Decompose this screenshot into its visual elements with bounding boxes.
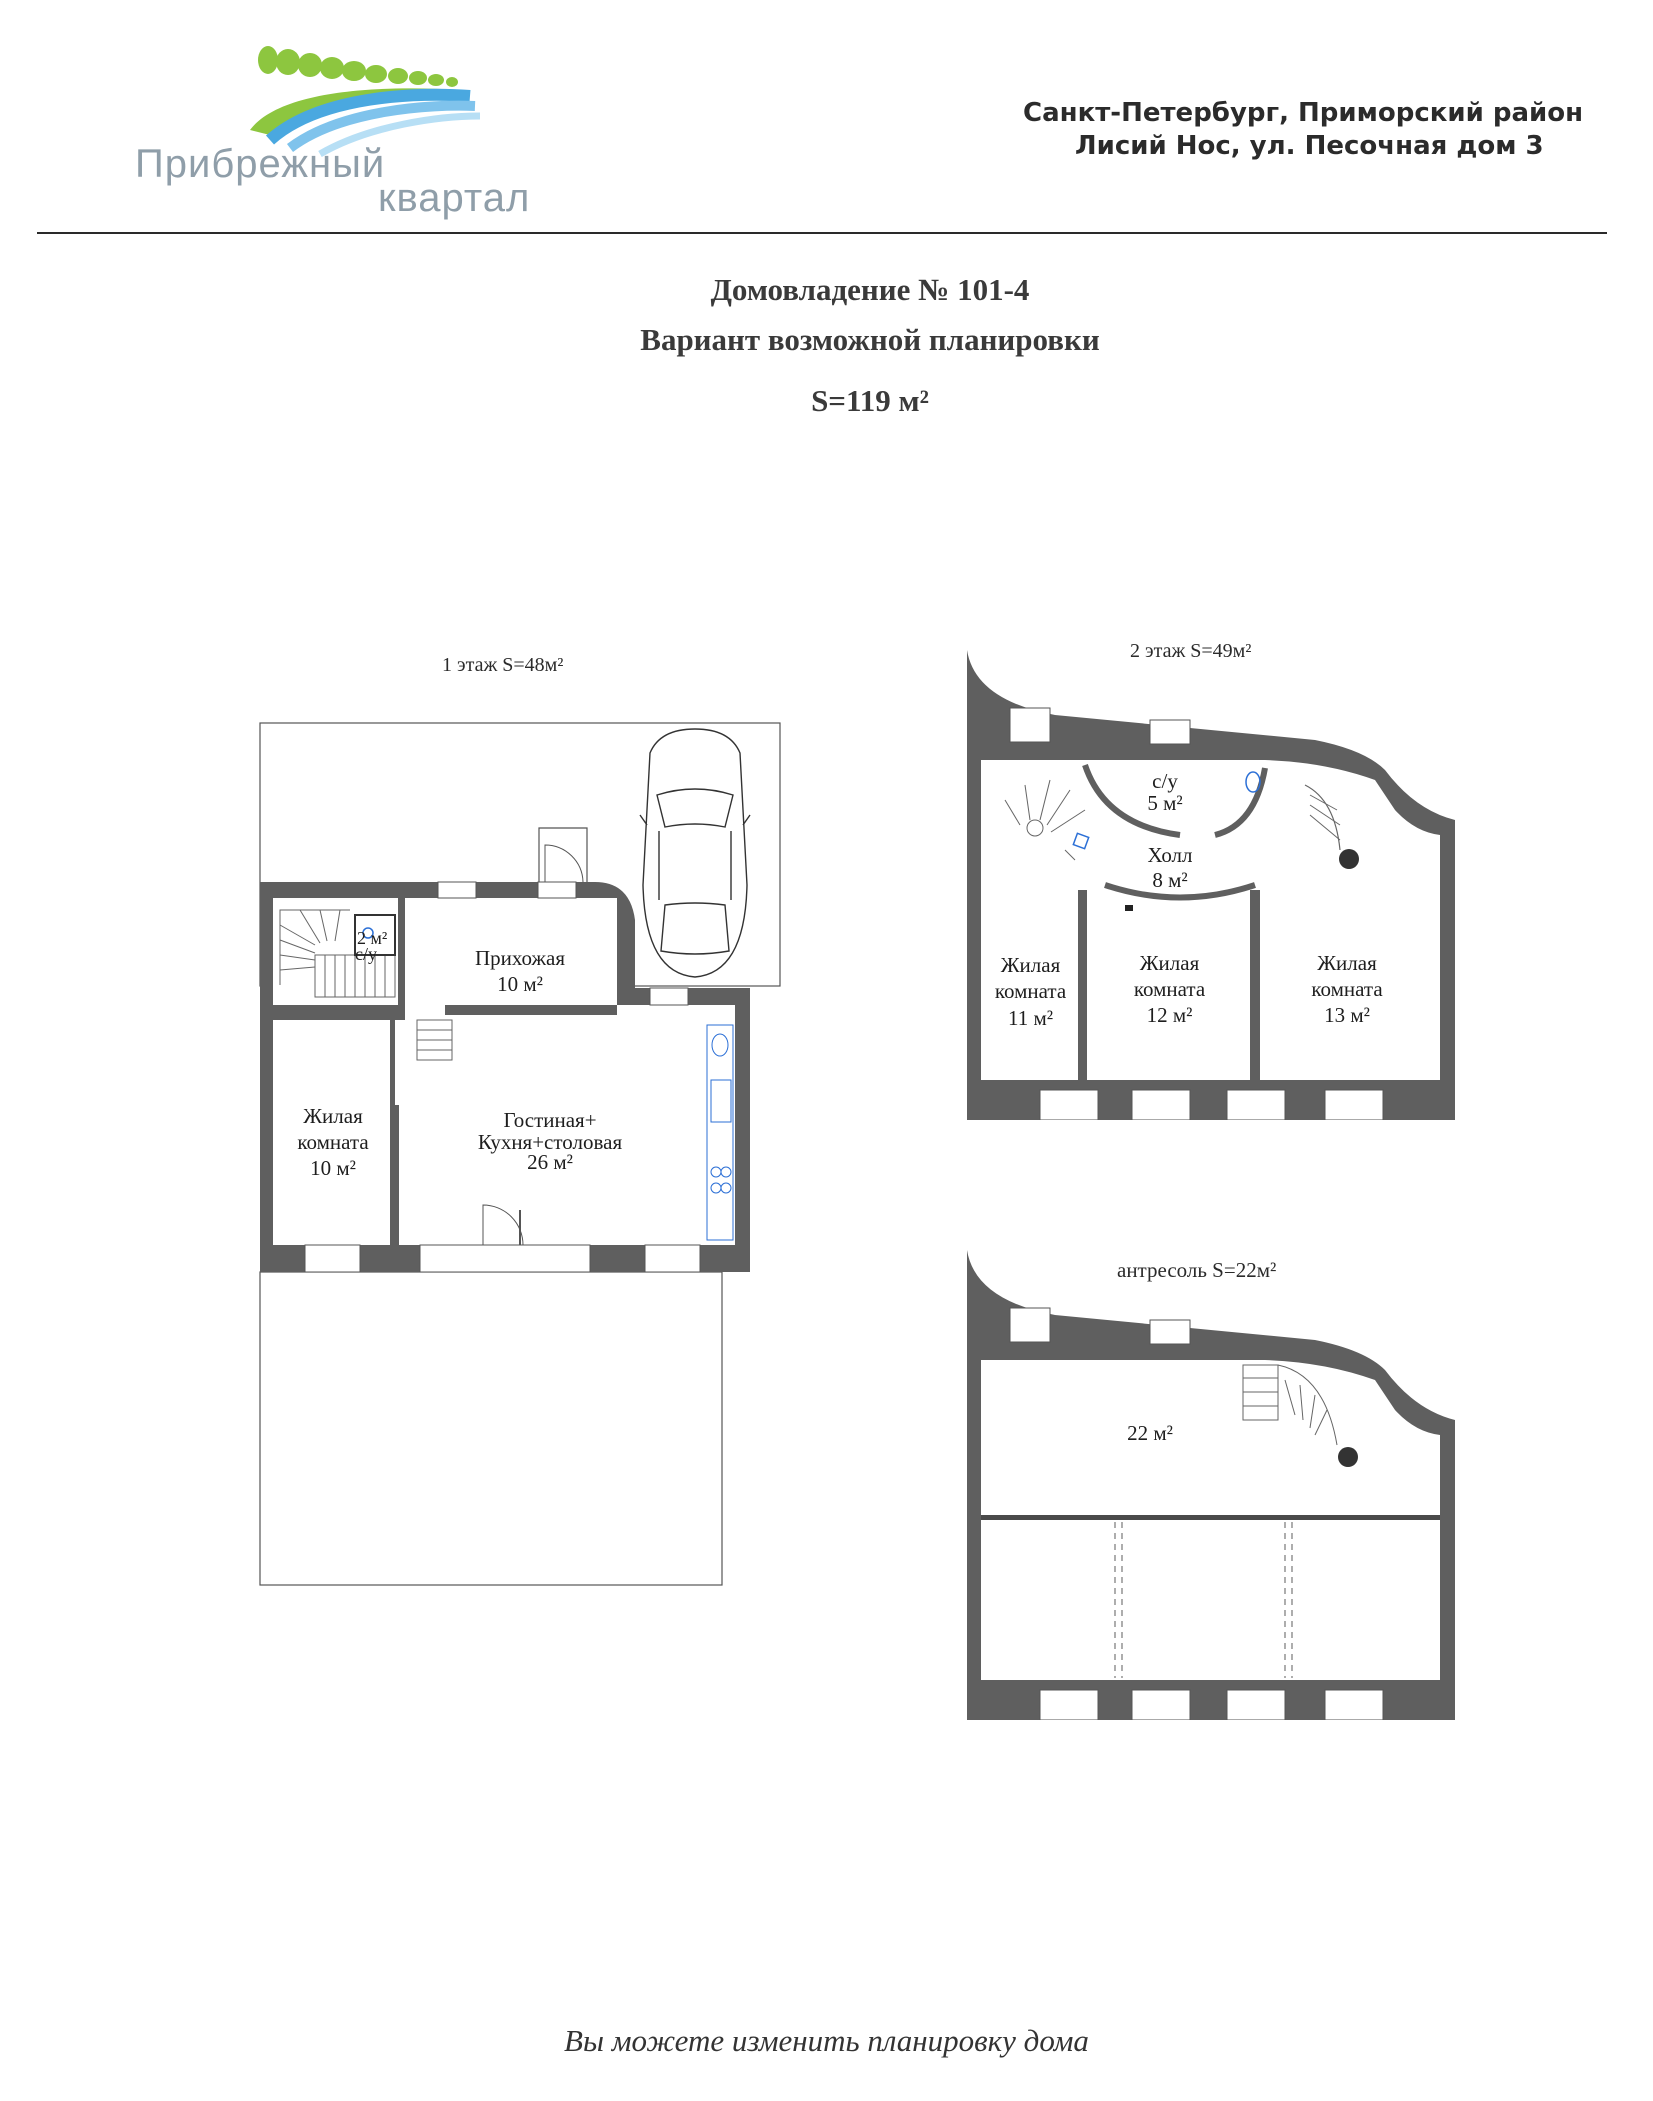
f1-living-area: 26 м²	[527, 1150, 573, 1174]
mezzanine-plan	[965, 1250, 1460, 1720]
floor2-caption: 2 этаж S=49м²	[1130, 640, 1252, 662]
address-line1: Санкт-Петербург, Приморский район	[1023, 98, 1584, 128]
mezzanine-area: 22 м²	[1127, 1421, 1173, 1445]
f1-wc-label: с/у	[355, 944, 377, 964]
f1-living-line2: Кухня+столовая	[477, 1130, 623, 1154]
floor2-drawing	[965, 650, 1460, 1120]
f2-room3-area: 13 м²	[1324, 1003, 1370, 1027]
address-line2: Лисий Нос, ул. Песочная дом 3	[1075, 131, 1544, 161]
logo-text-line1: Прибрежный	[135, 142, 386, 186]
floor1-caption: 1 этаж S=48м²	[442, 654, 564, 676]
logo-text-line2: квартал	[378, 176, 531, 220]
f2-room2-line1: Жилая	[1139, 951, 1200, 975]
brand-logo	[130, 30, 580, 230]
f2-wc-label: с/у	[1152, 769, 1178, 793]
f2-room1-line2: комната	[994, 979, 1067, 1003]
f1-bedroom-line2: комната	[297, 1130, 369, 1154]
f2-hall-area: 8 м²	[1152, 868, 1188, 892]
page-title: Домовладение № 101-4	[710, 272, 1030, 307]
f2-wc-area: 5 м²	[1147, 791, 1183, 815]
mezzanine-drawing	[965, 1250, 1460, 1720]
mezzanine-caption: антресоль S=22м²	[1117, 1258, 1277, 1282]
floor1-plan	[255, 715, 795, 1595]
f2-hall-name: Холл	[1147, 843, 1193, 867]
f2-room2-area: 12 м²	[1146, 1003, 1193, 1027]
f1-bedroom-line1: Жилая	[303, 1104, 363, 1128]
f2-room1-line1: Жилая	[1000, 953, 1061, 977]
f1-hall-name: Прихожая	[474, 946, 566, 970]
header-divider	[37, 232, 1607, 234]
f2-room3-line2: комната	[1311, 977, 1383, 1001]
f2-room1-area: 11 м²	[1007, 1006, 1054, 1030]
floor2-plan	[965, 650, 1460, 1120]
page-subtitle: Вариант возможной планировки	[640, 322, 1100, 357]
f1-living-line1: Гостиная+	[503, 1108, 597, 1132]
f2-room2-line2: комната	[1133, 977, 1206, 1001]
footer-note: Вы можете изменить планировку дома	[564, 2023, 1089, 2058]
f1-hall-area: 10 м²	[497, 972, 543, 996]
total-area: S=119 м²	[811, 383, 929, 418]
f2-room3-line1: Жилая	[1317, 951, 1377, 975]
f1-bedroom-area: 10 м²	[310, 1156, 356, 1180]
f1-wc-area: 2 м²	[357, 928, 388, 948]
